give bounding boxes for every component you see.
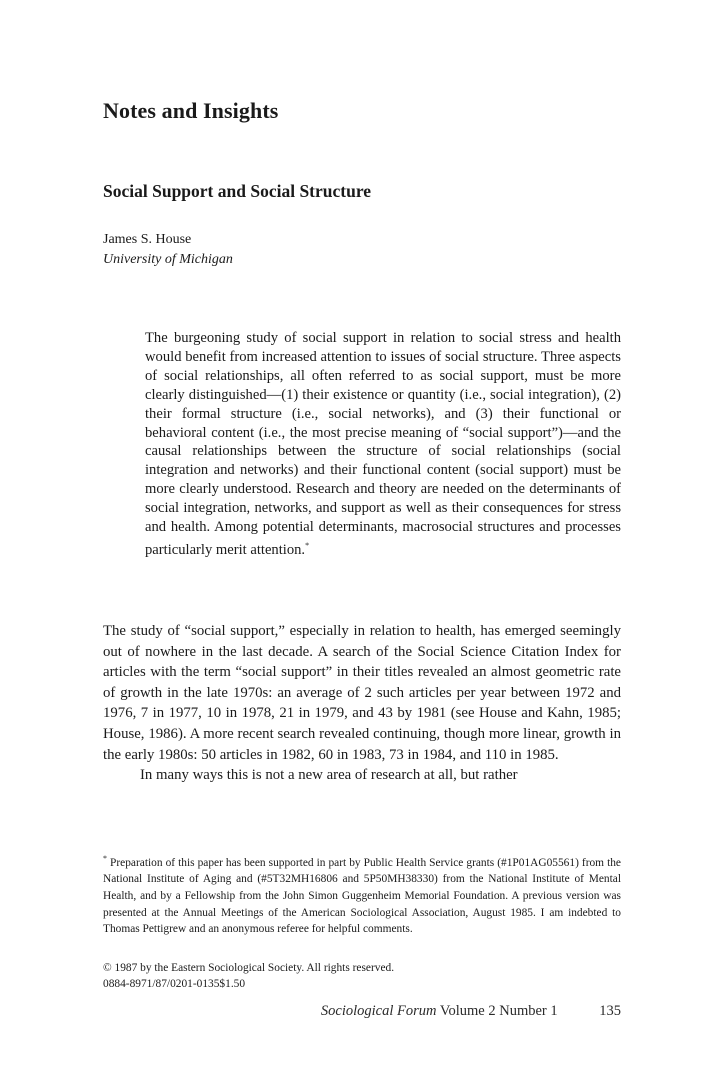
journal-name: Sociological Forum xyxy=(320,1003,437,1019)
author-block xyxy=(103,230,233,270)
body-text xyxy=(103,621,621,786)
author-name: James S. House xyxy=(103,232,192,247)
body-paragraph: The study of “social support,” especially in relation to health, has emerged seemingly out of nowhere in the last decade. A search of the Social Science Citation Index for articles with the term “social support” in their titles revealed an almost geometric rate of growth in the late 1970s: an average of 2 such articles per year between 1972 and 1976, 7 in 1977, 10 in 1978, 21 in 1979, and 43 by 1981 (see House and Kahn, 1985; House, 1986). A more recent search revealed continuing, though more linear, growth in the early 1980s: 50 articles in 1982, 60 in 1983, 73 in 1984, and 110 in 1985. xyxy=(103,623,621,763)
author-affiliation: University of Michigan xyxy=(103,252,233,267)
page-number: 135 xyxy=(599,1003,621,1019)
article-title: Social Support and Social Structure xyxy=(103,181,372,201)
footnote-marker: * xyxy=(305,540,310,550)
body-paragraph: In many ways this is not a new area of research at all, but rather xyxy=(140,767,518,784)
section-title: Notes and Insights xyxy=(103,98,279,123)
footnote-text: Preparation of this paper has been supported in part by Public Health Service grants (#1P01AG05561) from the National Institute of Aging and (#5T32MH16806 and 5P50MH38330) from the National Institute of Mental Health, and by a Fellowship from the John Simon Guggenheim Memorial Foundation. A previous version was presented at the Annual Meetings of the American Sociological Association, August 1985. I am indebted to Thomas Pettigrew and an anonymous referee for helpful comments. xyxy=(103,856,621,936)
copyright-notice: © 1987 by the Eastern Sociological Society. All rights reserved. xyxy=(103,962,395,974)
volume-issue: Volume 2 Number 1 xyxy=(439,1003,558,1019)
abstract-text: The burgeoning study of social support in relation to social stress and health would benefit from increased attention to issues of social structure. Three aspects of social relationships, all often referred to as social support, must be more clearly distinguished—(1) their existence or quantity (i.e., social integration), (2) their formal structure (i.e., social networks), and (3) their functional or behavioral content (i.e., the most precise meaning of “social support”)—and the causal relationships between the structure of social relationships (social integration and networks) and their functional content (social support) must be more clearly understood. Research and theory are needed on the determinants of social integration, networks, and support as well as their consequences for stress and health. Among potential determinants, macrosocial structures and processes particularly merit attention. xyxy=(145,330,621,558)
footnote-marker: * xyxy=(103,854,107,863)
running-footer xyxy=(103,1003,621,1020)
footnote xyxy=(103,851,621,938)
issn-code: 0884-8971/87/0201-0135$1.50 xyxy=(103,978,246,990)
copyright-block xyxy=(103,960,621,992)
abstract xyxy=(145,329,621,560)
